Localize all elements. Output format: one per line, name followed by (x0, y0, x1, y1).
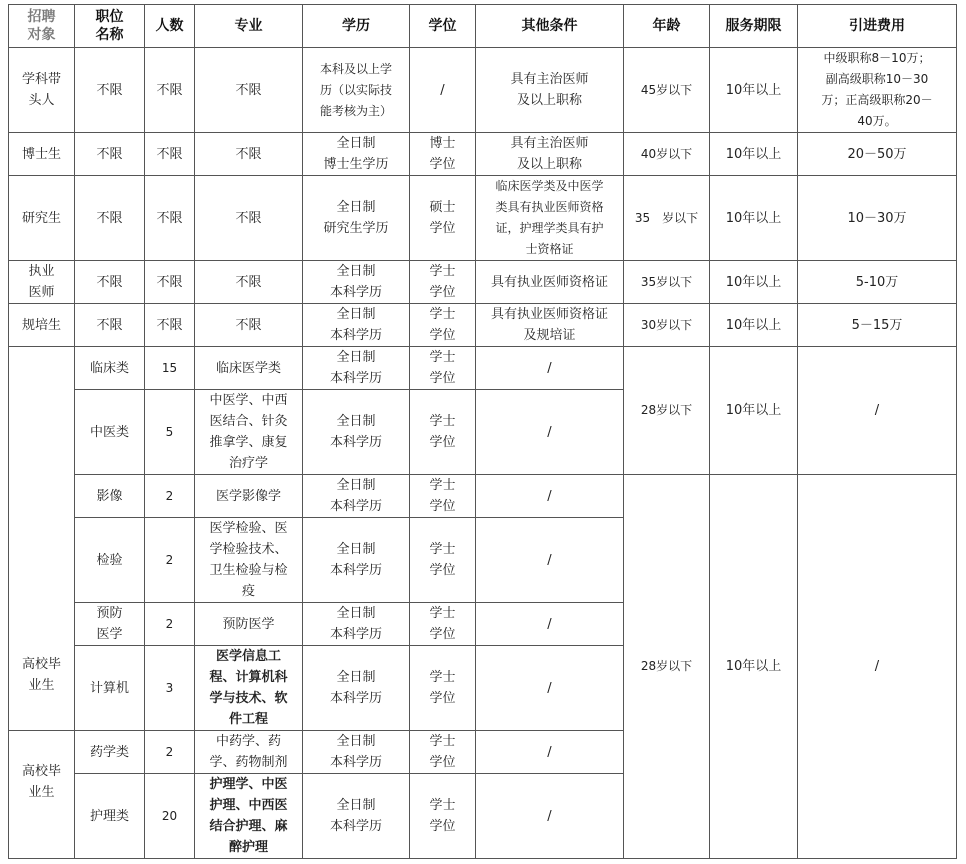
cell-position: 中医类 (75, 390, 145, 475)
cell-other: / (476, 390, 624, 475)
cell-major: 护理学、中医 护理、中西医 结合护理、麻 醉护理 (195, 774, 303, 859)
cell-target: 规培生 (9, 304, 75, 347)
cell-position: 不限 (75, 133, 145, 176)
cell-count: 不限 (145, 261, 195, 304)
cell-target-graduates: 高校毕 业生 (9, 731, 75, 859)
cell-major: 不限 (195, 261, 303, 304)
cell-education: 全日制 本科学历 (303, 731, 410, 774)
cell-education: 全日制 本科学历 (303, 390, 410, 475)
table-row (9, 347, 957, 390)
cell-degree: 学士 学位 (410, 261, 476, 304)
cell-major: 不限 (195, 48, 303, 133)
header-major: 专业 (195, 5, 303, 48)
header-education: 学历 (303, 5, 410, 48)
cell-degree: 学士 学位 (410, 603, 476, 646)
cell-fee: 中级职称8－10万； 副高级职称10－30 万；正高级职称20－ 40万。 (798, 48, 957, 133)
cell-position: 不限 (75, 304, 145, 347)
cell-position: 不限 (75, 176, 145, 261)
cell-education: 全日制 本科学历 (303, 603, 410, 646)
cell-position: 不限 (75, 261, 145, 304)
cell-target: 学科带 头人 (9, 48, 75, 133)
cell-fee: 5－15万 (798, 304, 957, 347)
cell-service: 10年以上 (710, 133, 798, 176)
cell-other: / (476, 774, 624, 859)
cell-major: 不限 (195, 304, 303, 347)
cell-age: 40岁以下 (624, 133, 710, 176)
cell-other: / (476, 475, 624, 518)
header-age: 年龄 (624, 5, 710, 48)
cell-service: 10年以上 (710, 176, 798, 261)
cell-count: 5 (145, 390, 195, 475)
header-service: 服务期限 (710, 5, 798, 48)
header-fee: 引进费用 (798, 5, 957, 48)
cell-degree: 学士 学位 (410, 774, 476, 859)
cell-position: 影像 (75, 475, 145, 518)
cell-degree: / (410, 48, 476, 133)
cell-degree: 学士 学位 (410, 646, 476, 731)
header-target: 招聘 对象 (9, 5, 75, 48)
cell-target: 研究生 (9, 176, 75, 261)
cell-count: 2 (145, 475, 195, 518)
cell-count: 2 (145, 731, 195, 774)
cell-other: / (476, 518, 624, 603)
cell-other: 临床医学类及中医学 类具有执业医师资格 证，护理学类具有护 士资格证 (476, 176, 624, 261)
cell-major: 医学影像学 (195, 475, 303, 518)
cell-age: 35 岁以下 (624, 176, 710, 261)
cell-education: 全日制 本科学历 (303, 475, 410, 518)
header-other: 其他条件 (476, 5, 624, 48)
cell-education: 全日制 博士生学历 (303, 133, 410, 176)
cell-age: 30岁以下 (624, 304, 710, 347)
cell-position: 护理类 (75, 774, 145, 859)
cell-target: 博士生 (9, 133, 75, 176)
cell-count: 不限 (145, 133, 195, 176)
cell-fee: / (798, 475, 957, 859)
cell-major: 中医学、中西 医结合、针灸 推拿学、康复 治疗学 (195, 390, 303, 475)
cell-other: 具有执业医师资格证 及规培证 (476, 304, 624, 347)
cell-major: 预防医学 (195, 603, 303, 646)
cell-count: 2 (145, 603, 195, 646)
cell-count: 2 (145, 518, 195, 603)
cell-service: 10年以上 (710, 475, 798, 859)
cell-age: 45岁以下 (624, 48, 710, 133)
cell-other: 具有执业医师资格证 (476, 261, 624, 304)
cell-major: 不限 (195, 176, 303, 261)
cell-position: 临床类 (75, 347, 145, 390)
cell-service: 10年以上 (710, 304, 798, 347)
cell-education: 全日制 本科学历 (303, 304, 410, 347)
cell-position: 检验 (75, 518, 145, 603)
cell-degree: 学士 学位 (410, 731, 476, 774)
cell-major: 临床医学类 (195, 347, 303, 390)
table-row (9, 133, 957, 176)
cell-other: 具有主治医师 及以上职称 (476, 133, 624, 176)
cell-position: 预防 医学 (75, 603, 145, 646)
cell-major: 不限 (195, 133, 303, 176)
cell-target: 执业 医师 (9, 261, 75, 304)
cell-count: 20 (145, 774, 195, 859)
cell-other: / (476, 731, 624, 774)
cell-service: 10年以上 (710, 347, 798, 475)
table-row (9, 261, 957, 304)
cell-other: / (476, 646, 624, 731)
table-row (9, 304, 957, 347)
cell-fee: 5-10万 (798, 261, 957, 304)
cell-degree: 学士 学位 (410, 390, 476, 475)
table-row (9, 176, 957, 261)
header-position: 职位 名称 (75, 5, 145, 48)
cell-fee: 10－30万 (798, 176, 957, 261)
cell-age: 35岁以下 (624, 261, 710, 304)
table-row (9, 475, 957, 518)
cell-major: 医学检验、医 学检验技术、 卫生检验与检 疫 (195, 518, 303, 603)
header-row (9, 5, 957, 48)
header-degree: 学位 (410, 5, 476, 48)
cell-position: 不限 (75, 48, 145, 133)
cell-degree: 学士 学位 (410, 518, 476, 603)
cell-education: 本科及以上学 历（以实际技 能考核为主） (303, 48, 410, 133)
cell-degree: 硕士 学位 (410, 176, 476, 261)
cell-degree: 学士 学位 (410, 304, 476, 347)
cell-count: 不限 (145, 176, 195, 261)
cell-education: 全日制 本科学历 (303, 518, 410, 603)
cell-position: 药学类 (75, 731, 145, 774)
header-count: 人数 (145, 5, 195, 48)
cell-service: 10年以上 (710, 48, 798, 133)
cell-degree: 学士 学位 (410, 347, 476, 390)
cell-other: / (476, 603, 624, 646)
cell-age: 28岁以下 (624, 475, 710, 859)
cell-education: 全日制 本科学历 (303, 261, 410, 304)
cell-fee: / (798, 347, 957, 475)
cell-major: 医学信息工 程、计算机科 学与技术、软 件工程 (195, 646, 303, 731)
cell-degree: 博士 学位 (410, 133, 476, 176)
cell-education: 全日制 研究生学历 (303, 176, 410, 261)
cell-fee: 20－50万 (798, 133, 957, 176)
cell-age: 28岁以下 (624, 347, 710, 475)
table-row (9, 48, 957, 133)
cell-education: 全日制 本科学历 (303, 646, 410, 731)
cell-education: 全日制 本科学历 (303, 347, 410, 390)
cell-count: 15 (145, 347, 195, 390)
cell-other: / (476, 347, 624, 390)
cell-count: 3 (145, 646, 195, 731)
cell-service: 10年以上 (710, 261, 798, 304)
cell-count: 不限 (145, 304, 195, 347)
cell-count: 不限 (145, 48, 195, 133)
cell-major: 中药学、药 学、药物制剂 (195, 731, 303, 774)
cell-position: 计算机 (75, 646, 145, 731)
cell-other: 具有主治医师 及以上职称 (476, 48, 624, 133)
cell-education: 全日制 本科学历 (303, 774, 410, 859)
cell-degree: 学士 学位 (410, 475, 476, 518)
cell-target-graduates: 高校毕 业生 (9, 347, 75, 731)
recruitment-table (8, 4, 957, 859)
